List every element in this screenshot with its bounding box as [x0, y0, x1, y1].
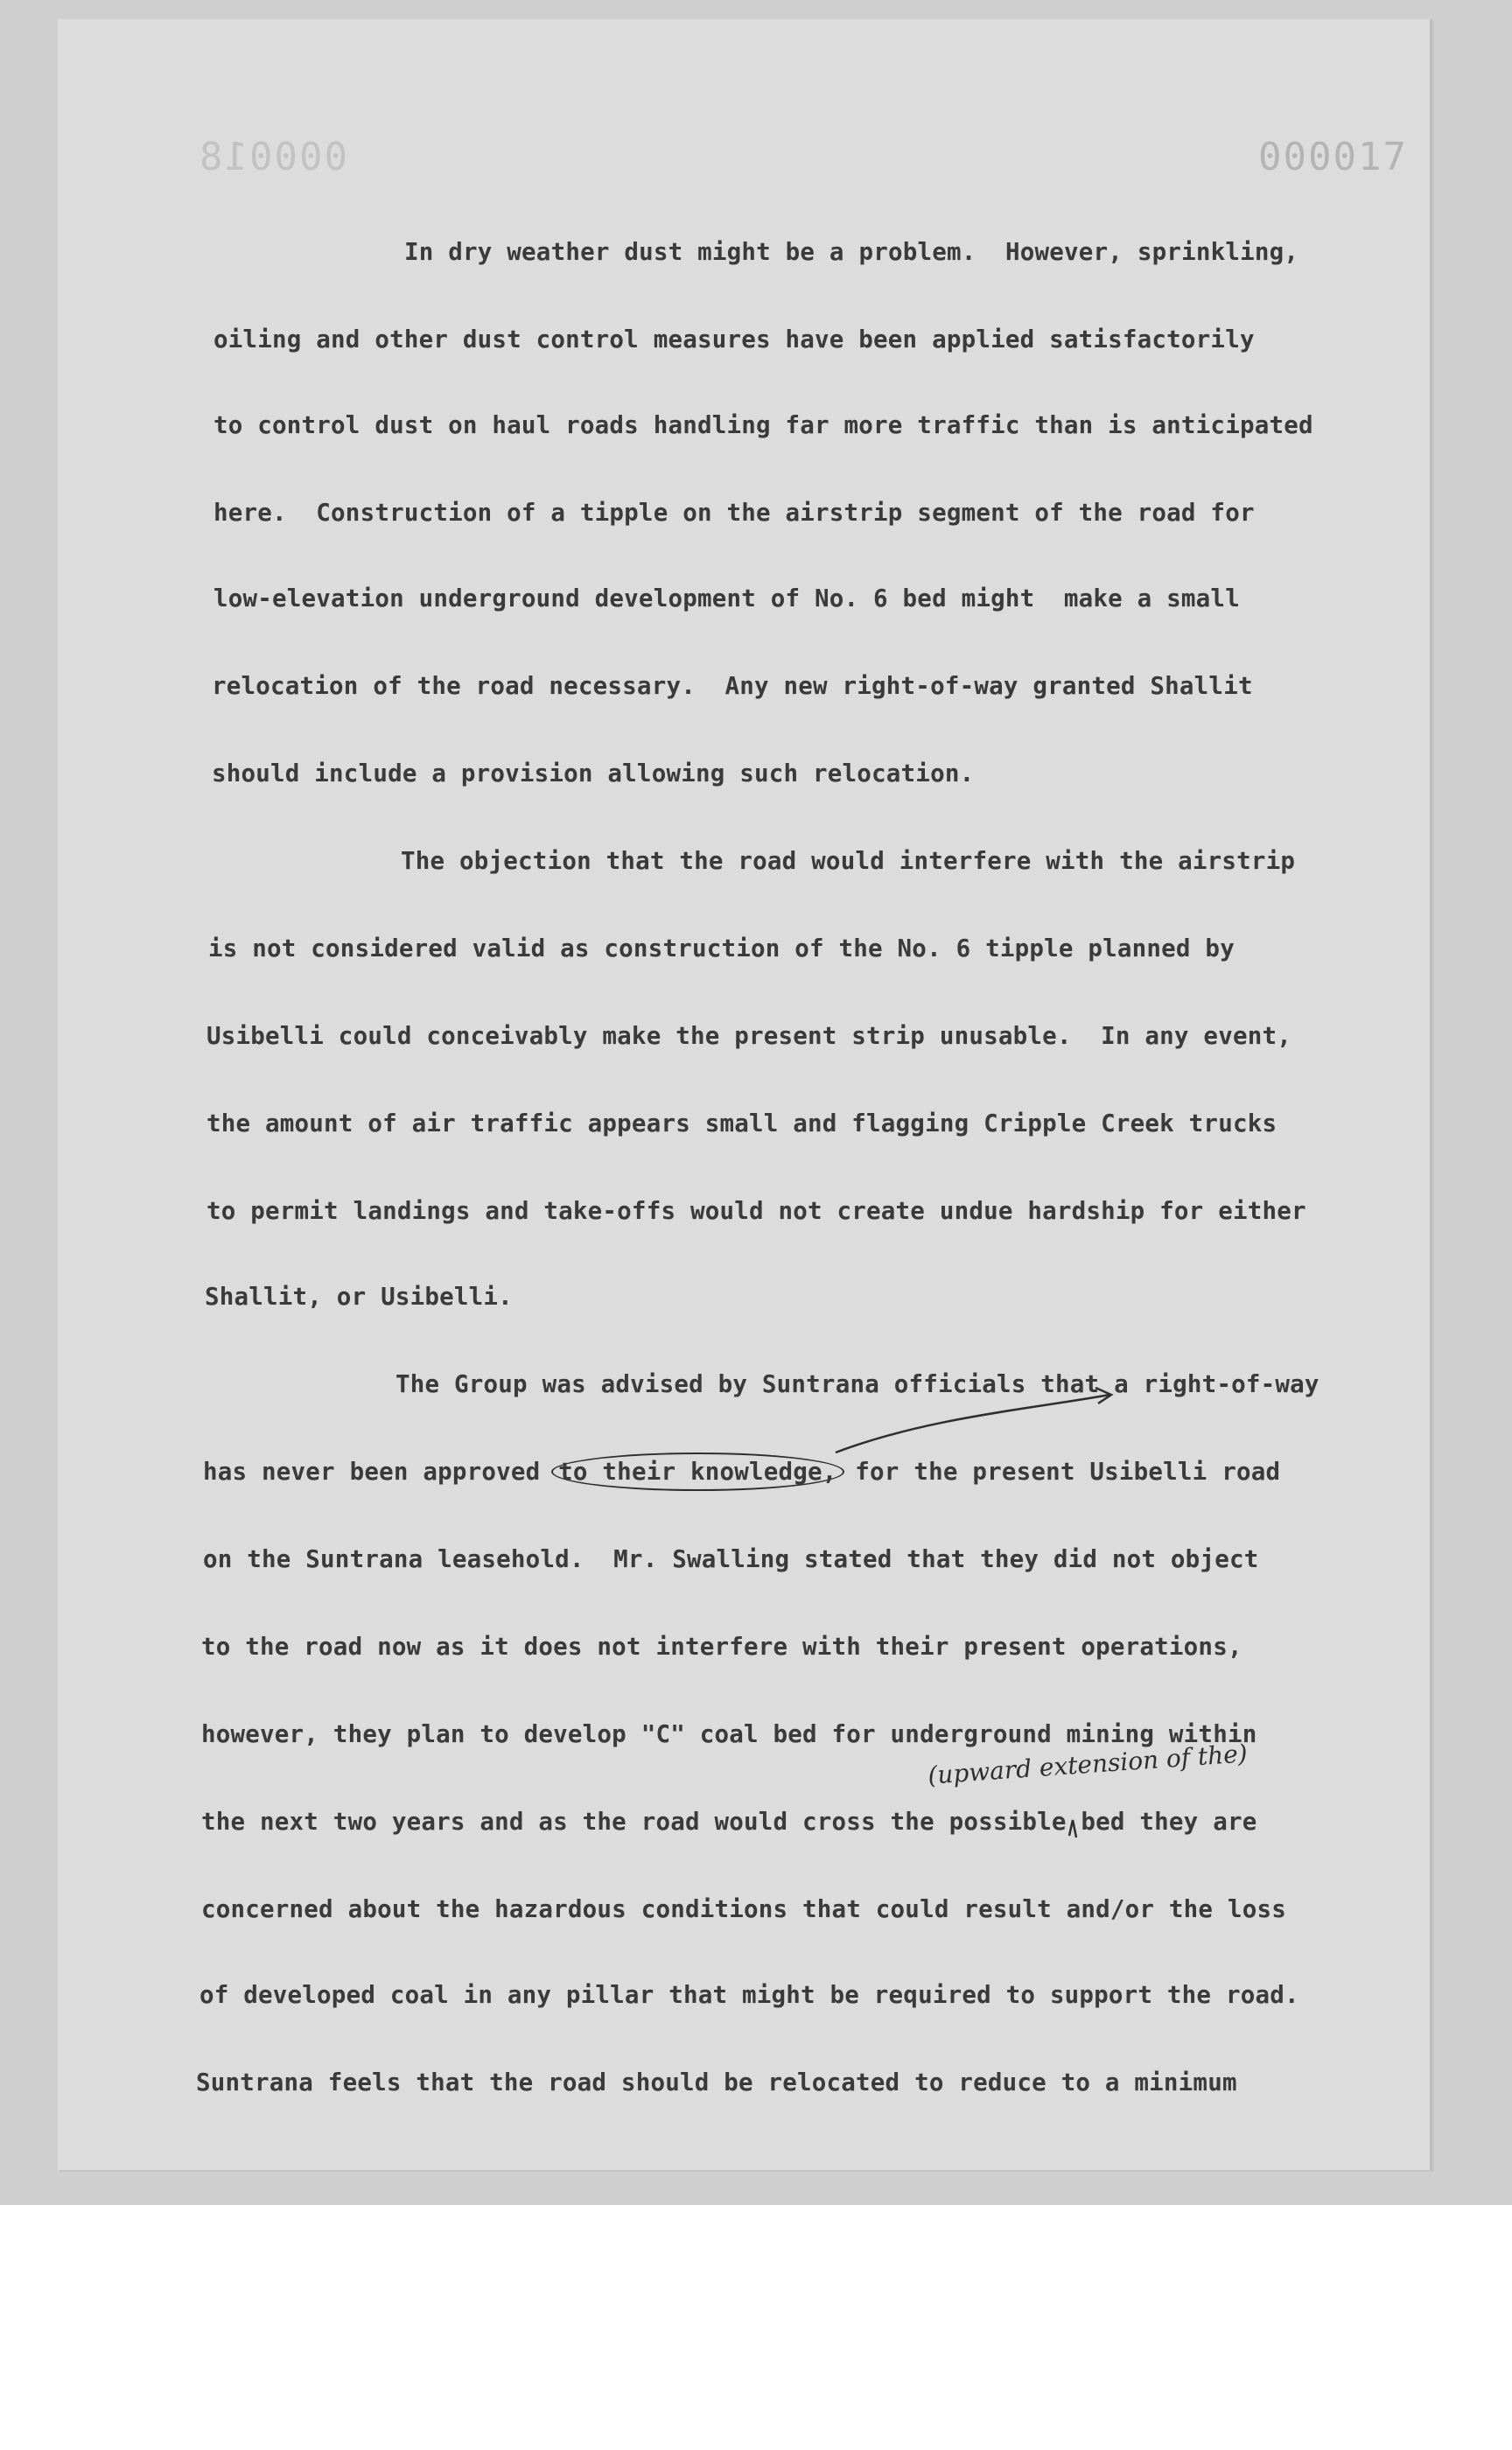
text-line: relocation of the road necessary. Any new right-of-way granted Shallit: [212, 672, 1253, 700]
text-line: is not considered valid as construction of the No. 6 tipple planned by: [208, 934, 1235, 962]
text-line: The Group was advised by Suntrana officials that a right-of-way: [396, 1370, 1320, 1398]
text-line: to the road now as it does not interfere with their present operations,: [201, 1633, 1242, 1661]
text-line: low-elevation underground development of No. 6 bed might make a small: [214, 584, 1240, 612]
circled-phrase: to their knowledge,: [551, 1452, 844, 1491]
page-number: 000017: [1258, 135, 1408, 179]
text-line: Suntrana feels that the road should be relocated to reduce to a minimum: [196, 2068, 1237, 2096]
text-line-with-circled-phrase: [203, 1458, 1280, 1486]
text-line: the amount of air traffic appears small and flagging Cripple Creek trucks: [206, 1110, 1278, 1138]
text-line: oiling and other dust control measures have been applied satisfactorily: [214, 326, 1255, 354]
text-line: on the Suntrana leasehold. Mr. Swalling stated that they did not object: [203, 1545, 1259, 1573]
text-line: however, they plan to develop "C" coal bed for underground mining within: [201, 1720, 1257, 1748]
text-line: here. Construction of a tipple on the airstrip segment of the road for: [214, 499, 1255, 527]
handwritten-annotation: (upward extension of the): [927, 1739, 1249, 1790]
text-line: should include a provision allowing such relocation.: [212, 760, 975, 788]
text-line: Usibelli could conceivably make the present strip unusable. In any event,: [206, 1022, 1292, 1050]
text-line: In dry weather dust might be a problem. However, sprinkling,: [404, 238, 1299, 266]
text-line: concerned about the hazardous conditions that could result and/or the loss: [201, 1895, 1286, 1923]
text-line: the next two years and as the road would cross the possible bed they are: [201, 1808, 1257, 1836]
text-line: The objection that the road would interfere with the airstrip: [401, 847, 1296, 875]
text-line: to control dust on haul roads handling far more traffic than is anticipated: [214, 411, 1313, 439]
text-line: Shallit, or Usibelli.: [205, 1283, 513, 1311]
text-segment: has never been approved: [203, 1458, 556, 1486]
text-line: to permit landings and take-offs would not create undue hardship for either: [206, 1197, 1306, 1225]
text-segment: for the present Usibelli road: [840, 1458, 1281, 1486]
page-number-mirrored: 000018: [198, 135, 347, 179]
text-line: of developed coal in any pillar that might be required to support the road.: [200, 1981, 1299, 2009]
